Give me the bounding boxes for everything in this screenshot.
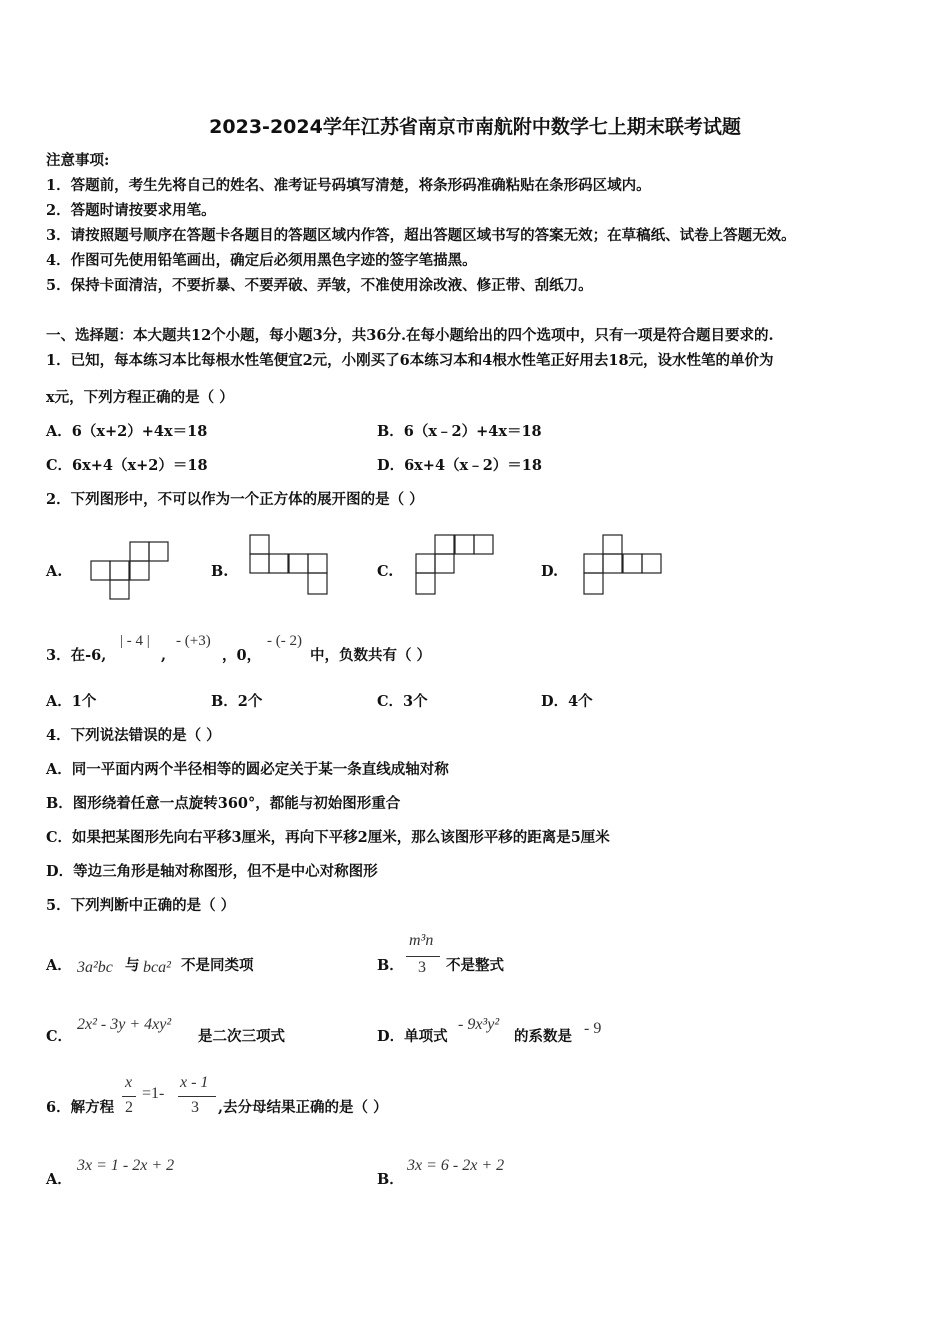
q6-b-expr: 3x = 6 - 2x + 2	[407, 1157, 505, 1174]
q6-option-b-label: B．	[377, 1171, 404, 1188]
q5-c-expr: 2x² - 3y + 4xy²	[77, 1016, 172, 1033]
q5-a-expr1: 3a²bc	[77, 959, 113, 976]
q5-d-expr: - 9x³y²	[458, 1016, 500, 1033]
section-heading: 一、选择题：本大题共12个小题，每小题3分，共36分.在每小题给出的四个选项中，只有一项是符合题目要求的.	[46, 327, 774, 344]
q3-neg-plus-expr: - (+3)	[176, 633, 211, 649]
q5-a-expr2: bca²	[143, 959, 171, 976]
notice-item: 3．请按照题号顺序在答题卡各题目的答题区域内作答，超出答题区域书写的答案无效；在草稿纸、试卷上答题无效。	[46, 227, 796, 244]
q5-c-tail: 是二次三项式	[198, 1028, 285, 1045]
notice-item: 4．作图可先使用铅笔画出，确定后必须用黑色字迹的签字笔描黑。	[46, 252, 477, 269]
q1-option-a: A．6（x+2）+4x＝18	[46, 423, 208, 440]
q2-option-d-label: D.	[541, 563, 559, 580]
q2-option-c-label: C.	[377, 563, 394, 580]
notice-item: 2．答题时请按要求用笔。	[46, 202, 216, 219]
notice-item: 1．答题前，考生先将自己的姓名、准考证号码填写清楚，将条形码准确粘贴在条形码区域内。	[46, 177, 651, 194]
q3-stem-end: 中，负数共有（ ）	[310, 647, 432, 664]
page-title: 2023-2024学年江苏省南京市南航附中数学七上期末联考试题	[209, 116, 741, 138]
q6-fraction-1	[122, 1074, 138, 1122]
q2-option-a-label: A.	[46, 563, 63, 580]
q6-f1-denominator: 2	[125, 1099, 133, 1116]
fraction-bar	[178, 1096, 216, 1097]
q1-option-d: D．6x+4（x﹣2）＝18	[377, 457, 542, 474]
q3-option-b: B．2个	[211, 693, 263, 710]
q2-stem: 2．下列图形中，不可以作为一个正方体的展开图的是（ ）	[46, 491, 424, 508]
q3-comma: ,	[161, 647, 167, 664]
q5-b-numerator: m³n	[409, 932, 434, 949]
q3-zero: ，0，	[222, 647, 262, 664]
fraction-bar	[406, 956, 440, 957]
q4-option-d: D．等边三角形是轴对称图形，但不是中心对称图形	[46, 863, 378, 880]
q5-b-fraction	[406, 932, 442, 982]
q2-net-c	[415, 534, 497, 598]
q1-stem-line2: x元，下列方程正确的是（ ）	[46, 389, 234, 406]
q1-option-c: C．6x+4（x+2）＝18	[46, 457, 208, 474]
q1-stem-line1: 1．已知，每本练习本比每根水性笔便宜2元，小刚买了6本练习本和4根水性笔正好用去18元，设水性笔的单价为	[46, 352, 774, 369]
q6-f1-numerator: x	[125, 1074, 133, 1091]
q3-option-c: C．3个	[377, 693, 428, 710]
q6-equals: =1-	[142, 1085, 165, 1102]
q3-abs-expr: | - 4 |	[120, 633, 150, 649]
q4-stem: 4．下列说法错误的是（ ）	[46, 727, 221, 744]
q5-b-tail: 不是整式	[446, 957, 504, 974]
q5-option-d-label: D．单项式	[377, 1028, 448, 1045]
q4-option-c: C．如果把某图形先向右平移3厘米，再向下平移2厘米，那么该图形平移的距离是5厘米	[46, 829, 610, 846]
q2-net-b	[249, 534, 331, 598]
q4-option-b: B．图形绕着任意一点旋转360°，都能与初始图形重合	[46, 795, 401, 812]
q5-option-b-label: B．	[377, 957, 404, 974]
notice-item: 5．保持卡面清洁，不要折暴、不要弄破、弄皱，不准使用涂改液、修正带、刮纸刀。	[46, 277, 593, 294]
q6-stem-end: ,去分母结果正确的是（ ）	[218, 1099, 388, 1116]
q5-option-a-label: A．	[46, 957, 72, 974]
q2-net-a	[90, 541, 170, 603]
q3-option-d: D．4个	[541, 693, 593, 710]
q6-stem-start: 6．解方程	[46, 1099, 115, 1116]
q1-option-b: B．6（x﹣2）+4x＝18	[377, 423, 542, 440]
q5-d-value: - 9	[584, 1020, 602, 1037]
q5-a-tail: 不是同类项	[181, 957, 254, 974]
q5-d-mid: 的系数是	[514, 1028, 572, 1045]
q3-stem-start: 3．在-6,	[46, 647, 107, 664]
q3-neg-minus-expr: - (- 2)	[267, 633, 302, 649]
q2-option-b-label: B.	[211, 563, 229, 580]
q6-option-a-label: A．	[46, 1171, 72, 1188]
q2-net-d	[583, 534, 665, 598]
q4-option-a: A．同一平面内两个半径相等的圆必定关于某一条直线成轴对称	[46, 761, 449, 778]
q5-option-c-label: C．	[46, 1028, 73, 1045]
q6-fraction-2	[178, 1074, 218, 1122]
fraction-bar	[122, 1096, 136, 1097]
q6-f2-numerator: x - 1	[180, 1074, 209, 1091]
q3-option-a: A．1个	[46, 693, 97, 710]
notice-heading: 注意事项:	[46, 152, 110, 169]
q5-b-denominator: 3	[418, 959, 426, 976]
q6-a-expr: 3x = 1 - 2x + 2	[77, 1157, 175, 1174]
q6-f2-denominator: 3	[191, 1099, 199, 1116]
q5-a-mid: 与	[125, 957, 140, 974]
q5-stem: 5．下列判断中正确的是（ ）	[46, 897, 236, 914]
